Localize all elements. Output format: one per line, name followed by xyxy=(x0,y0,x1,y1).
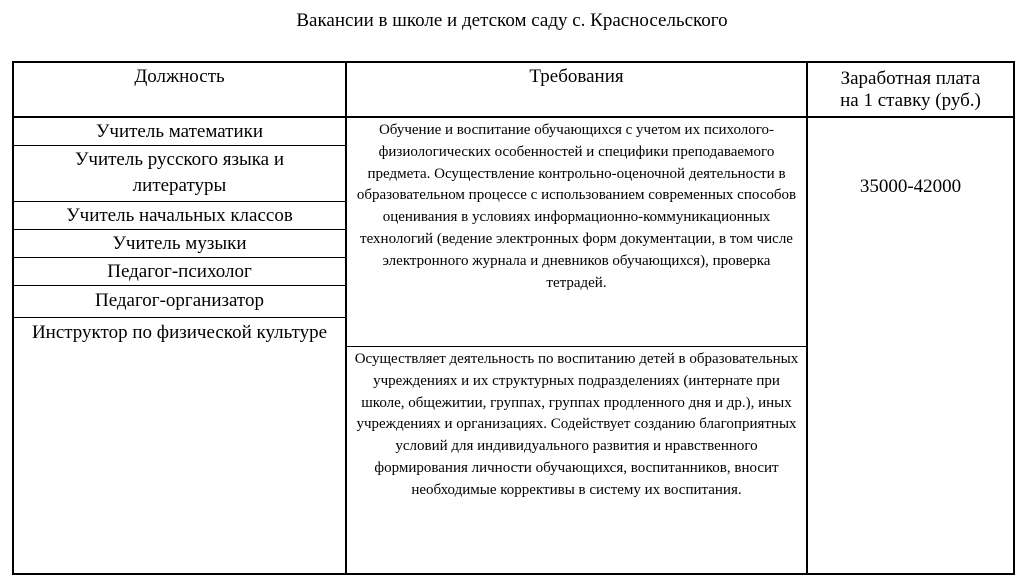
header-divider xyxy=(12,116,1015,118)
header-requirements: Требования xyxy=(529,66,624,87)
position-cell: Учитель музыки xyxy=(112,233,247,254)
salary-value: 35000-42000 xyxy=(859,176,962,197)
requirements-row-divider xyxy=(345,346,808,347)
header-position: Должность xyxy=(134,66,225,87)
table-border-top xyxy=(12,61,1015,63)
header-salary xyxy=(808,68,1013,116)
position-row-divider xyxy=(12,145,347,146)
column-divider-2 xyxy=(806,61,808,575)
position-cell: Учитель начальных классов xyxy=(66,205,293,226)
position-cell: Педагог-психолог xyxy=(107,261,252,282)
position-cell: Учитель математики xyxy=(95,121,264,142)
table-border-bottom xyxy=(12,573,1015,575)
position-cell: Учитель русского языка и литературы xyxy=(74,149,285,196)
position-row-divider xyxy=(12,257,347,258)
table-border-right xyxy=(1013,61,1015,575)
position-row-divider xyxy=(12,317,347,318)
position-row-divider xyxy=(12,201,347,202)
page-title: Вакансии в школе и детском саду с. Красносельского xyxy=(296,10,728,31)
requirements-cell: Осуществляет деятельность по воспитанию детей в образовательных учреждениях и их структурных подразделениях (интернате при школе, общежитии, группах, группах продленного дня и др.), иных учреждениях и организациях. Содействует созданию благоприятных условий для индивидуального развития и нравственного формирования личности обучающихся, воспитанников, вносит необходимые коррективы в систему их воспитания. xyxy=(354,351,799,498)
requirements-cell: Обучение и воспитание обучающихся с учетом их психолого-физиологических особенностей и специфики преподаваемого предмета. Осуществление контрольно-оценочной деятельности в образовательном процессе с использованием современных способов оценивания в условиях информационно-коммуникационных технологий (ведение электронных форм документации, в том числе электронного журнала и дневников обучающихся), проверка тетрадей. xyxy=(356,122,797,291)
header-salary-line1: Заработная плата xyxy=(840,68,981,89)
header-salary-line2: на 1 ставку (руб.) xyxy=(840,90,981,111)
column-divider-1 xyxy=(345,61,347,575)
position-cell: Педагог-организатор xyxy=(94,290,264,311)
position-cell: Инструктор по физической культуре xyxy=(31,322,328,343)
position-row-divider xyxy=(12,285,347,286)
position-row-divider xyxy=(12,229,347,230)
